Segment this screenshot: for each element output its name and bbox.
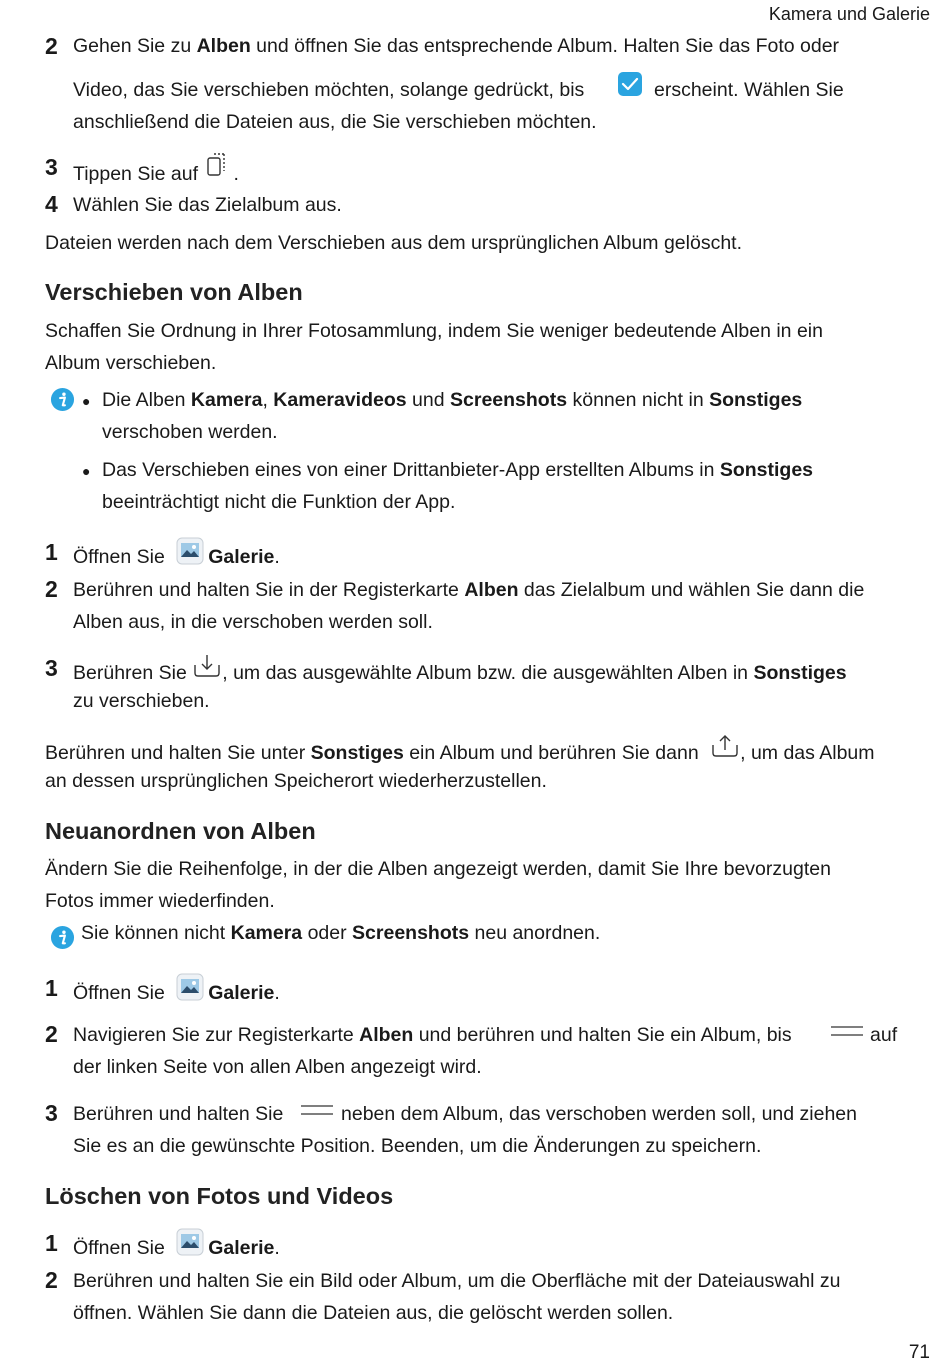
step-text: Video, das Sie verschieben möchten, solange gedrückt, bis bbox=[73, 79, 585, 101]
drag-handle-icon bbox=[300, 1103, 334, 1117]
step-number: 3 bbox=[45, 154, 58, 180]
bullet-text: beeinträchtigt nicht die Funktion der App. bbox=[102, 491, 456, 513]
page-number: 71 bbox=[908, 1342, 930, 1363]
step-number: 1 bbox=[45, 1230, 58, 1256]
bullet-text: Die Alben Kamera, Kameravideos und Screenshots können nicht in Sonstiges bbox=[102, 389, 803, 411]
section-heading: Verschieben von Alben bbox=[45, 279, 303, 305]
step-text: Tippen Sie auf . bbox=[73, 152, 912, 190]
restore-icon bbox=[710, 733, 740, 761]
step-text: anschließend die Dateien aus, die Sie verschieben möchten. bbox=[73, 111, 597, 133]
section-heading: Neuanordnen von Alben bbox=[45, 818, 316, 844]
step-text: zu verschieben. bbox=[73, 690, 210, 712]
step-text: Gehen Sie zu Alben und öffnen Sie das entsprechende Album. Halten Sie das Foto oder bbox=[73, 35, 840, 57]
bullet-text: verschoben werden. bbox=[102, 421, 278, 443]
paragraph: Album verschieben. bbox=[45, 352, 217, 374]
drag-handle-icon bbox=[830, 1024, 864, 1038]
paragraph: an dessen ursprünglichen Speicherort wiederherzustellen. bbox=[45, 770, 547, 792]
step-text: Wählen Sie das Zielalbum aus. bbox=[73, 194, 342, 216]
paragraph: Fotos immer wiederfinden. bbox=[45, 890, 275, 912]
note-text: Dateien werden nach dem Verschieben aus dem ursprünglichen Album gelöscht. bbox=[45, 232, 743, 254]
gallery-icon bbox=[176, 537, 204, 565]
running-header: Kamera und Galerie bbox=[768, 4, 930, 24]
step-text: Alben aus, in die verschoben werden soll. bbox=[73, 611, 433, 633]
step-number: 2 bbox=[45, 1267, 58, 1293]
step-text: öffnen. Wählen Sie dann die Dateien aus, die gelöscht werden sollen. bbox=[73, 1302, 674, 1324]
step-number: 2 bbox=[45, 1021, 58, 1047]
step-text: Sie es an die gewünschte Position. Beenden, um die Änderungen zu speichern. bbox=[73, 1135, 762, 1157]
step-number: 3 bbox=[45, 1100, 58, 1126]
step-text: neben dem Album, das verschoben werden soll, und ziehen bbox=[341, 1103, 857, 1125]
bullet-text: Das Verschieben eines von einer Drittanbieter-App erstellten Albums in Sonstiges bbox=[102, 459, 814, 481]
gallery-icon bbox=[176, 1228, 204, 1256]
note-text: Sie können nicht Kamera oder Screenshots neu anordnen. bbox=[81, 922, 601, 944]
paragraph: Berühren und halten Sie unter Sonstiges ein Album und berühren Sie dann , um das Album bbox=[45, 733, 940, 769]
move-to-other-icon bbox=[192, 653, 222, 681]
step-text: Öffnen Sie Galerie. bbox=[73, 1228, 912, 1264]
gallery-icon bbox=[176, 973, 204, 1001]
step-number: 4 bbox=[45, 191, 58, 217]
step-number: 1 bbox=[45, 539, 58, 565]
step-text: Öffnen Sie Galerie. bbox=[73, 973, 912, 1009]
step-text: Berühren und halten Sie bbox=[73, 1103, 284, 1125]
step-text: Berühren und halten Sie in der Registerkarte Alben das Zielalbum und wählen Sie dann die bbox=[73, 579, 865, 601]
step-text: Navigieren Sie zur Registerkarte Alben und berühren und halten Sie ein Album, bis bbox=[73, 1024, 792, 1046]
step-text: auf bbox=[870, 1024, 898, 1046]
info-icon bbox=[50, 925, 75, 950]
step-text: erscheint. Wählen Sie bbox=[654, 79, 844, 101]
step-text: Berühren Sie , um das ausgewählte Album bzw. die ausgewählten Alben in Sonstiges bbox=[73, 653, 912, 689]
step-number: 2 bbox=[45, 576, 58, 602]
bullet: ● bbox=[82, 393, 91, 409]
section-heading: Löschen von Fotos und Videos bbox=[45, 1183, 394, 1209]
bullet: ● bbox=[82, 463, 91, 479]
paragraph: Ändern Sie die Reihenfolge, in der die Alben angezeigt werden, damit Sie Ihre bevorzugten bbox=[45, 858, 831, 880]
move-icon bbox=[203, 152, 233, 182]
paragraph: Schaffen Sie Ordnung in Ihrer Fotosammlung, indem Sie weniger bedeutende Alben in ein bbox=[45, 320, 823, 342]
info-icon bbox=[50, 387, 75, 412]
step-text: Öffnen Sie Galerie. bbox=[73, 537, 912, 573]
step-text: Berühren und halten Sie ein Bild oder Album, um die Oberfläche mit der Dateiauswahl zu bbox=[73, 1270, 841, 1292]
step-text: der linken Seite von allen Alben angezeigt wird. bbox=[73, 1056, 482, 1078]
step-number: 3 bbox=[45, 655, 58, 681]
step-number: 2 bbox=[45, 33, 58, 59]
checkbox-icon bbox=[617, 71, 643, 97]
step-number: 1 bbox=[45, 975, 58, 1001]
